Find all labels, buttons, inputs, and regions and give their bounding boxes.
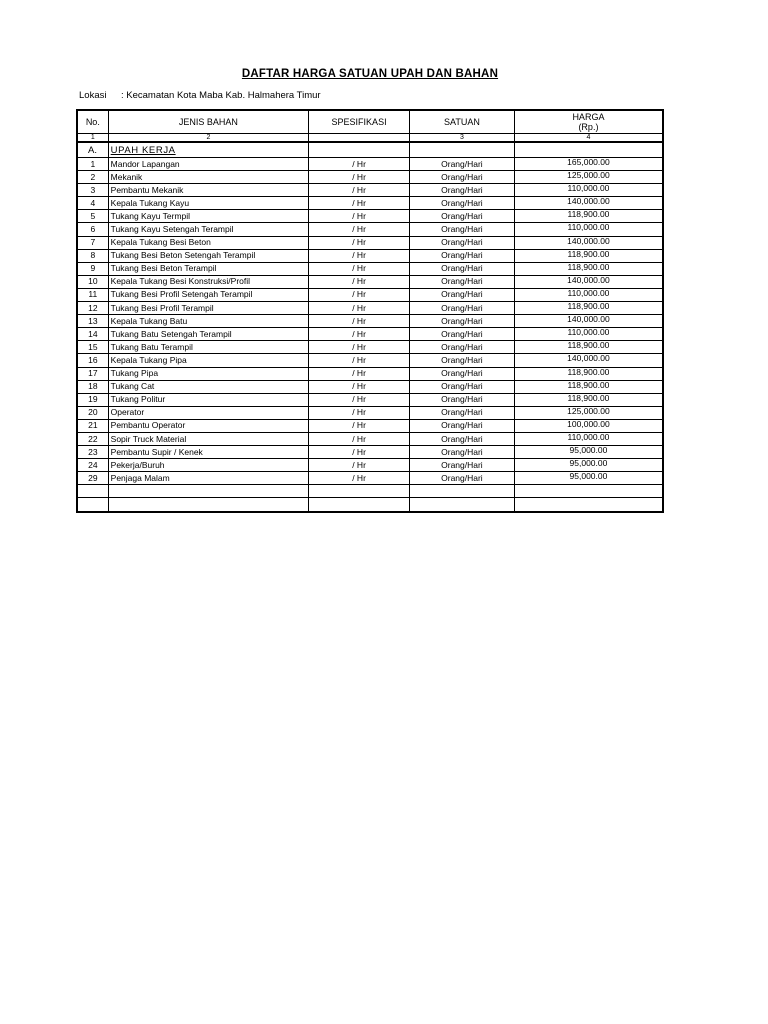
table-row: [77, 249, 663, 262]
table-row: [77, 393, 663, 406]
row-jenis-bahan: [108, 485, 309, 498]
table-row: [77, 302, 663, 315]
row-spesifikasi: / Hr: [309, 341, 410, 354]
row-no: [77, 485, 108, 498]
section-empty-cell: [409, 142, 514, 158]
row-harga: 140,000.00: [514, 197, 663, 210]
row-satuan: Orang/Hari: [409, 223, 514, 236]
row-jenis-bahan: Tukang Kayu Termpil: [108, 210, 309, 223]
location-line: [79, 90, 321, 101]
table-row: [77, 419, 663, 432]
table-row: [77, 367, 663, 380]
location-value: : Kecamatan Kota Maba Kab. Halmahera Timur: [121, 90, 321, 101]
row-jenis-bahan: Operator: [108, 406, 309, 419]
column-number: 3: [409, 134, 514, 143]
section-empty-cell: [309, 142, 410, 158]
column-number: 4: [514, 134, 663, 143]
table-row: [77, 432, 663, 445]
row-jenis-bahan: Mandor Lapangan: [108, 158, 309, 171]
row-satuan: Orang/Hari: [409, 275, 514, 288]
row-jenis-bahan: Sopir Truck Material: [108, 432, 309, 445]
row-jenis-bahan: Pembantu Operator: [108, 419, 309, 432]
row-harga: 140,000.00: [514, 275, 663, 288]
table-row: [77, 341, 663, 354]
row-no: 17: [77, 367, 108, 380]
row-satuan: Orang/Hari: [409, 184, 514, 197]
document-title: DAFTAR HARGA SATUAN UPAH DAN BAHAN: [241, 68, 499, 80]
row-no: 12: [77, 302, 108, 315]
row-no: 14: [77, 328, 108, 341]
row-spesifikasi: / Hr: [309, 432, 410, 445]
table-row: [77, 380, 663, 393]
row-harga: 110,000.00: [514, 223, 663, 236]
header-spesifikasi: SPESIFIKASI: [309, 110, 410, 134]
row-harga: 110,000.00: [514, 184, 663, 197]
row-spesifikasi: / Hr: [309, 446, 410, 459]
section-row: [77, 142, 663, 158]
row-satuan: Orang/Hari: [409, 236, 514, 249]
row-harga: 118,900.00: [514, 249, 663, 262]
row-jenis-bahan: Kepala Tukang Batu: [108, 315, 309, 328]
row-no: 9: [77, 262, 108, 275]
row-satuan: Orang/Hari: [409, 367, 514, 380]
table-row: [77, 406, 663, 419]
row-spesifikasi: / Hr: [309, 171, 410, 184]
row-no: 23: [77, 446, 108, 459]
row-harga: 118,900.00: [514, 393, 663, 406]
row-harga: 110,000.00: [514, 328, 663, 341]
row-spesifikasi: / Hr: [309, 262, 410, 275]
row-satuan: Orang/Hari: [409, 354, 514, 367]
row-no: 10: [77, 275, 108, 288]
row-spesifikasi: / Hr: [309, 275, 410, 288]
price-table: [76, 109, 664, 513]
row-jenis-bahan: Tukang Kayu Setengah Terampil: [108, 223, 309, 236]
row-spesifikasi: / Hr: [309, 197, 410, 210]
row-spesifikasi: / Hr: [309, 249, 410, 262]
row-jenis-bahan: [108, 498, 309, 512]
row-spesifikasi: / Hr: [309, 472, 410, 485]
table-row: [77, 223, 663, 236]
row-harga: 140,000.00: [514, 236, 663, 249]
row-no: 19: [77, 393, 108, 406]
row-no: 20: [77, 406, 108, 419]
row-satuan: Orang/Hari: [409, 210, 514, 223]
row-jenis-bahan: Kepala Tukang Besi Beton: [108, 236, 309, 249]
row-harga: 118,900.00: [514, 302, 663, 315]
row-satuan: Orang/Hari: [409, 472, 514, 485]
row-jenis-bahan: Mekanik: [108, 171, 309, 184]
row-harga: 140,000.00: [514, 354, 663, 367]
table-row: [77, 459, 663, 472]
row-jenis-bahan: Tukang Politur: [108, 393, 309, 406]
row-no: 15: [77, 341, 108, 354]
table-row: [77, 288, 663, 301]
header-row: [77, 110, 663, 134]
row-no: 7: [77, 236, 108, 249]
row-jenis-bahan: Tukang Besi Beton Setengah Terampil: [108, 249, 309, 262]
row-satuan: Orang/Hari: [409, 158, 514, 171]
row-satuan: Orang/Hari: [409, 341, 514, 354]
table-row: [77, 446, 663, 459]
row-harga: [514, 485, 663, 498]
row-satuan: Orang/Hari: [409, 393, 514, 406]
row-harga: 165,000.00: [514, 158, 663, 171]
row-no: 4: [77, 197, 108, 210]
row-no: 24: [77, 459, 108, 472]
row-harga: 118,900.00: [514, 262, 663, 275]
row-harga: 110,000.00: [514, 288, 663, 301]
row-no: 1: [77, 158, 108, 171]
row-harga: 95,000.00: [514, 446, 663, 459]
row-spesifikasi: / Hr: [309, 380, 410, 393]
row-harga: 95,000.00: [514, 472, 663, 485]
table-row: [77, 472, 663, 485]
row-no: 2: [77, 171, 108, 184]
row-satuan: Orang/Hari: [409, 432, 514, 445]
row-jenis-bahan: Tukang Besi Profil Terampil: [108, 302, 309, 315]
row-no: 5: [77, 210, 108, 223]
location-label: Lokasi: [79, 90, 107, 101]
table-row: [77, 210, 663, 223]
row-no: 6: [77, 223, 108, 236]
row-harga: 118,900.00: [514, 210, 663, 223]
table-row: [77, 315, 663, 328]
row-satuan: Orang/Hari: [409, 406, 514, 419]
row-no: 22: [77, 432, 108, 445]
row-spesifikasi: / Hr: [309, 406, 410, 419]
header-no: No.: [77, 110, 108, 134]
row-harga: 125,000.00: [514, 406, 663, 419]
row-satuan: Orang/Hari: [409, 171, 514, 184]
table-row: [77, 328, 663, 341]
row-harga: 110,000.00: [514, 432, 663, 445]
section-label: UPAH KERJA: [108, 142, 309, 158]
row-jenis-bahan: Tukang Besi Profil Setengah Terampil: [108, 288, 309, 301]
row-jenis-bahan: Tukang Pipa: [108, 367, 309, 380]
row-spesifikasi: / Hr: [309, 210, 410, 223]
row-spesifikasi: / Hr: [309, 223, 410, 236]
row-satuan: Orang/Hari: [409, 288, 514, 301]
table-row: [77, 184, 663, 197]
table-row: [77, 197, 663, 210]
row-spesifikasi: / Hr: [309, 328, 410, 341]
row-satuan: Orang/Hari: [409, 328, 514, 341]
row-jenis-bahan: Kepala Tukang Pipa: [108, 354, 309, 367]
table-row: [77, 485, 663, 498]
row-harga: 118,900.00: [514, 367, 663, 380]
row-spesifikasi: / Hr: [309, 315, 410, 328]
table-row: [77, 262, 663, 275]
row-spesifikasi: / Hr: [309, 302, 410, 315]
row-jenis-bahan: Pembantu Mekanik: [108, 184, 309, 197]
row-harga: 125,000.00: [514, 171, 663, 184]
row-no: 11: [77, 288, 108, 301]
row-spesifikasi: / Hr: [309, 236, 410, 249]
header-satuan: SATUAN: [409, 110, 514, 134]
table-row: [77, 354, 663, 367]
header-harga-label: HARGA: [572, 112, 605, 122]
row-spesifikasi: [309, 485, 410, 498]
row-satuan: Orang/Hari: [409, 380, 514, 393]
row-jenis-bahan: Penjaga Malam: [108, 472, 309, 485]
row-harga: 95,000.00: [514, 459, 663, 472]
column-number: 2: [108, 134, 309, 143]
row-harga: 118,900.00: [514, 341, 663, 354]
row-jenis-bahan: Tukang Batu Terampil: [108, 341, 309, 354]
row-spesifikasi: / Hr: [309, 393, 410, 406]
table-row: [77, 498, 663, 512]
header-harga: [514, 110, 663, 134]
column-number-row: [77, 134, 663, 143]
row-no: [77, 498, 108, 512]
table-row: [77, 236, 663, 249]
row-harga: 118,900.00: [514, 380, 663, 393]
header-jenis-bahan: JENIS BAHAN: [108, 110, 309, 134]
row-satuan: Orang/Hari: [409, 459, 514, 472]
row-jenis-bahan: Tukang Batu Setengah Terampil: [108, 328, 309, 341]
row-spesifikasi: / Hr: [309, 184, 410, 197]
row-jenis-bahan: Kepala Tukang Besi Konstruksi/Profil: [108, 275, 309, 288]
row-satuan: Orang/Hari: [409, 315, 514, 328]
row-jenis-bahan: Tukang Besi Beton Terampil: [108, 262, 309, 275]
row-satuan: Orang/Hari: [409, 302, 514, 315]
row-satuan: Orang/Hari: [409, 446, 514, 459]
row-jenis-bahan: Pembantu Supir / Kenek: [108, 446, 309, 459]
section-code: A.: [77, 142, 108, 158]
column-number: [309, 134, 410, 143]
row-jenis-bahan: Tukang Cat: [108, 380, 309, 393]
row-spesifikasi: / Hr: [309, 419, 410, 432]
row-spesifikasi: / Hr: [309, 288, 410, 301]
column-number: 1: [77, 134, 108, 143]
row-satuan: [409, 498, 514, 512]
row-harga: 100,000.00: [514, 419, 663, 432]
row-no: 13: [77, 315, 108, 328]
row-harga: [514, 498, 663, 512]
row-no: 8: [77, 249, 108, 262]
row-jenis-bahan: Pekerja/Buruh: [108, 459, 309, 472]
row-no: 21: [77, 419, 108, 432]
row-satuan: Orang/Hari: [409, 197, 514, 210]
row-spesifikasi: / Hr: [309, 354, 410, 367]
table-row: [77, 171, 663, 184]
table-row: [77, 275, 663, 288]
table-row: [77, 158, 663, 171]
row-satuan: Orang/Hari: [409, 419, 514, 432]
header-harga-unit: (Rp.): [578, 122, 599, 132]
row-no: 29: [77, 472, 108, 485]
row-spesifikasi: / Hr: [309, 367, 410, 380]
row-no: 3: [77, 184, 108, 197]
row-satuan: Orang/Hari: [409, 249, 514, 262]
row-no: 18: [77, 380, 108, 393]
row-harga: 140,000.00: [514, 315, 663, 328]
row-spesifikasi: / Hr: [309, 459, 410, 472]
row-spesifikasi: [309, 498, 410, 512]
row-satuan: Orang/Hari: [409, 262, 514, 275]
row-jenis-bahan: Kepala Tukang Kayu: [108, 197, 309, 210]
row-satuan: [409, 485, 514, 498]
row-no: 16: [77, 354, 108, 367]
section-empty-cell: [514, 142, 663, 158]
row-spesifikasi: / Hr: [309, 158, 410, 171]
